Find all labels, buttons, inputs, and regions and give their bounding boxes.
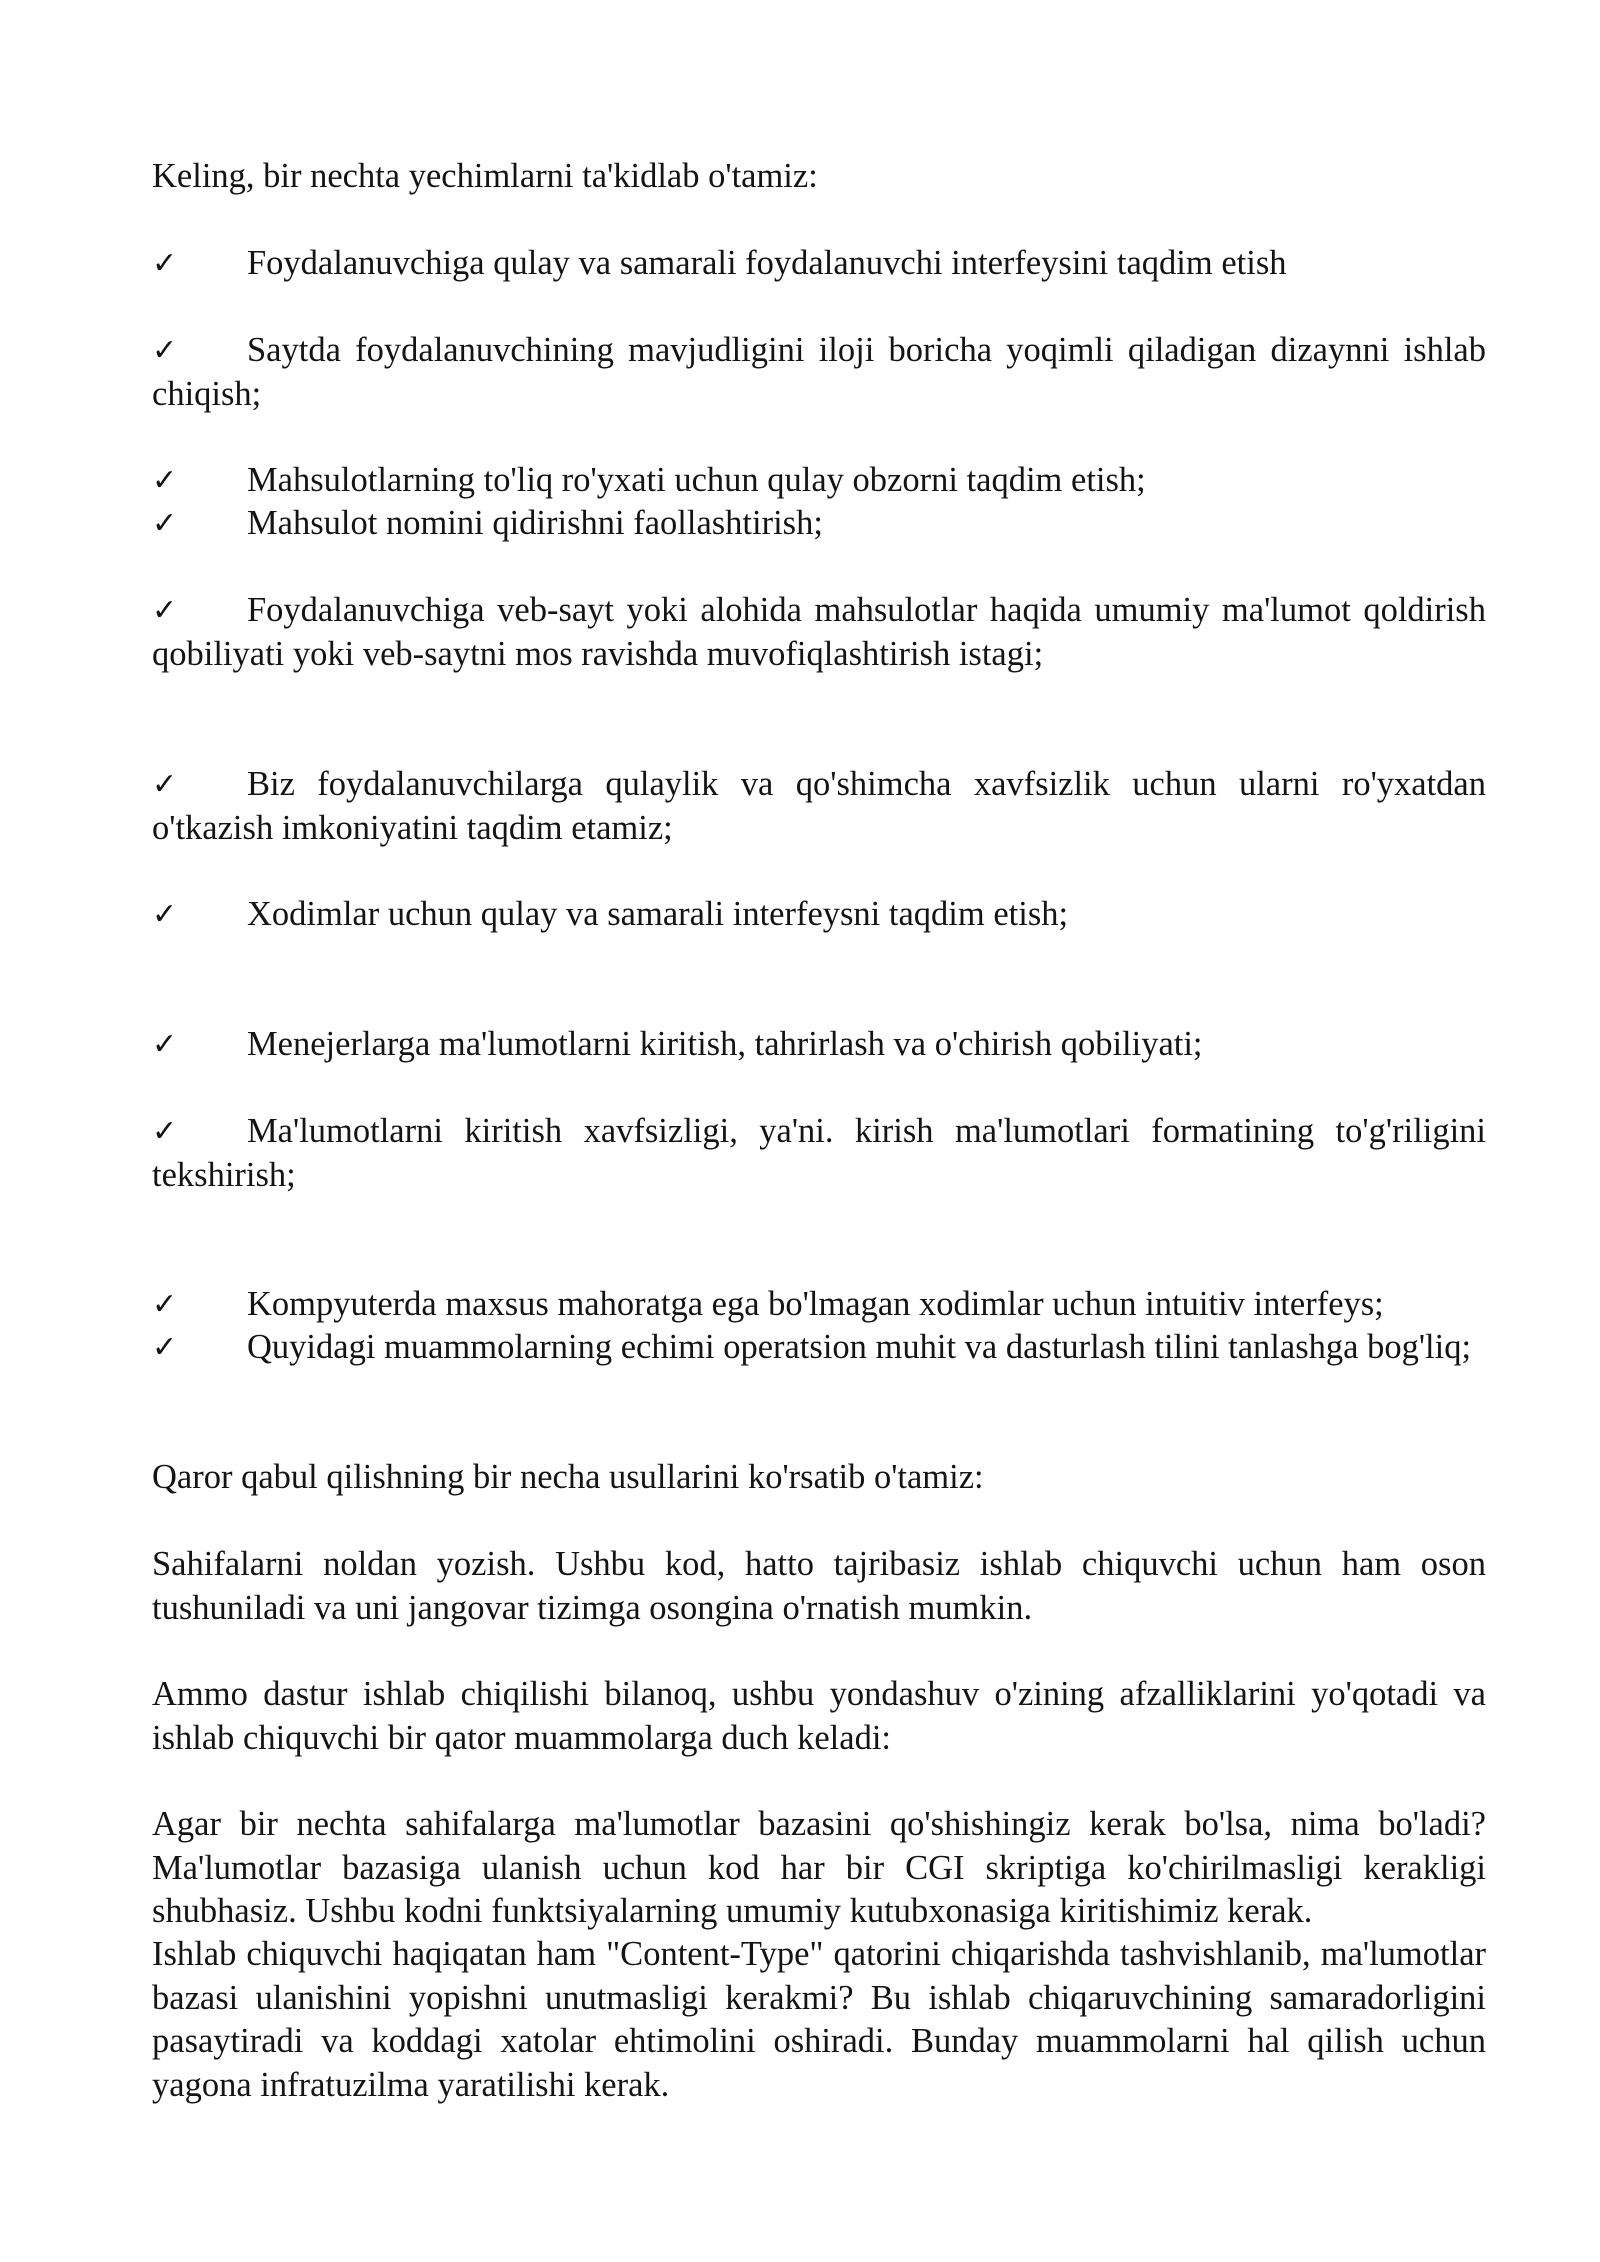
list-item-text: Quyidagi muammolarning echimi operatsion muhit va dasturlash tilini tanlashga bog'liq;	[247, 1328, 1472, 1366]
list-item-text: Foydalanuvchiga veb-sayt yoki alohida mahsulotlar haqida umumiy ma'lumot qoldirish qobiliyati yoki veb-saytni mos ravishda muvofiqlashtirish istagi;	[152, 591, 1486, 673]
list-item	[152, 589, 1486, 676]
list-item-text: Foydalanuvchiga qulay va samarali foydalanuvchi interfeysini taqdim etish	[247, 244, 1287, 282]
paragraph: Sahifalarni noldan yozish. Ushbu kod, hatto tajribasiz ishlab chiquvchi uchun ham oson tushuniladi va uni jangovar tizimga osongina o'rnatish mumkin.	[152, 1545, 1486, 1627]
list-item	[152, 329, 1486, 416]
checkmark-icon: ✓	[152, 463, 178, 498]
checkmark-icon: ✓	[152, 1330, 178, 1365]
list-item-text: Menejerlarga ma'lumotlarni kiritish, tahrirlash va o'chirish qobiliyati;	[247, 1025, 1203, 1063]
list-item	[152, 459, 1486, 503]
list-item	[152, 1023, 1486, 1067]
checkmark-icon: ✓	[152, 1114, 178, 1149]
checkmark-icon: ✓	[152, 506, 178, 541]
checkmark-icon: ✓	[152, 1027, 178, 1062]
list-item-text: Saytda foydalanuvchining mavjudligini iloji boricha yoqimli qiladigan dizaynni ishlab chiqish;	[152, 331, 1486, 413]
list-item	[152, 1283, 1486, 1327]
intro-text: Keling, bir nechta yechimlarni ta'kidlab o'tamiz:	[152, 157, 818, 195]
paragraph: Ammo dastur ishlab chiqilishi bilanoq, ushbu yondashuv o'zining afzalliklarini yo'qotadi va ishlab chiquvchi bir qator muammolarga duch keladi:	[152, 1675, 1486, 1757]
list-item	[152, 502, 1486, 546]
checkmark-icon: ✓	[152, 897, 178, 932]
list-item-text: Mahsulotlarning to'liq ro'yxati uchun qulay obzorni taqdim etish;	[247, 461, 1146, 499]
list-item-text: Biz foydalanuvchilarga qulaylik va qo'shimcha xavfsizlik uchun ularni ro'yxatdan o'tkazish imkoniyatini taqdim etamiz;	[152, 765, 1486, 847]
checkmark-icon: ✓	[152, 767, 178, 802]
checkmark-icon: ✓	[152, 593, 178, 628]
checkmark-icon: ✓	[152, 246, 178, 281]
list-item	[152, 1110, 1486, 1197]
list-item	[152, 1326, 1486, 1370]
paragraph: Ishlab chiquvchi haqiqatan ham "Content-Type" qatorini chiqarishda tashvishlanib, ma'lumotlar bazasi ulanishini yopishni unutmasligi kerakmi? Bu ishlab chiqaruvchining samaradorligini pasaytiradi va koddagi xatolar ehtimolini oshiradi. Bunday muammolarni hal qilish uchun yagona infratuzilma yaratilishi kerak.	[152, 1935, 1486, 2104]
list-item-text: Ma'lumotlarni kiritish xavfsizligi, ya'ni. kirish ma'lumotlari formatining to'g'riligini tekshirish;	[152, 1112, 1486, 1194]
list-item	[152, 763, 1486, 850]
list-item-text: Kompyuterda maxsus mahoratga ega bo'lmagan xodimlar uchun intuitiv interfeys;	[247, 1285, 1384, 1323]
checkmark-icon: ✓	[152, 1287, 178, 1322]
list-item-text: Xodimlar uchun qulay va samarali interfeysni taqdim etish;	[247, 895, 1069, 933]
list-item	[152, 242, 1486, 286]
checkmark-icon: ✓	[152, 333, 178, 368]
paragraph: Agar bir nechta sahifalarga ma'lumotlar bazasini qo'shishingiz kerak bo'lsa, nima bo'ladi? Ma'lumotlar bazasiga ulanish uchun kod har bir CGI skriptiga ko'chirilmasligi kerakligi shubhasiz. Ushbu kodni funktsiyalarning umumiy kutubxonasiga kiritishimiz kerak.	[152, 1805, 1486, 1930]
list-item	[152, 893, 1486, 937]
methods-intro-text: Qaror qabul qilishning bir necha usullarini ko'rsatib o'tamiz:	[152, 1458, 984, 1496]
list-item-text: Mahsulot nomini qidirishni faollashtirish;	[247, 504, 823, 542]
